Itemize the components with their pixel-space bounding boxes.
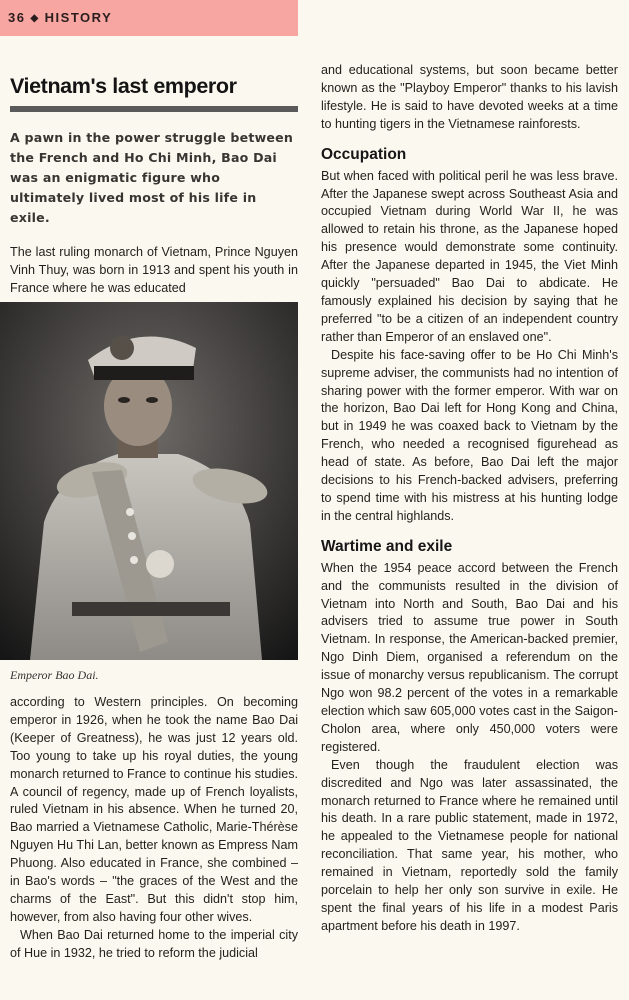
title-underline-rule xyxy=(10,106,298,112)
emperor-photo xyxy=(0,302,298,660)
page-header-band xyxy=(0,0,298,36)
intro-paragraph: The last ruling monarch of Vietnam, Prince Nguyen Vinh Thuy, was born in 1913 and spent his youth in France where he was educated xyxy=(10,245,298,295)
article-standfirst: A pawn in the power struggle between the French and Ho Chi Minh, Bao Dai was an enigmatic figure who ultimately lived most of his life in exile. xyxy=(10,130,294,225)
running-header xyxy=(8,10,112,25)
page-number: 36 xyxy=(8,10,26,25)
photo-caption: Emperor Bao Dai. xyxy=(10,668,99,682)
right-column xyxy=(321,62,618,936)
body-paragraph: Even though the fraudulent election was discredited and Ngo was later assassinated, the monarch returned to France where he remained until his death. In a rare public statement, made in 1972, he appealed to the Vietnamese people for national reconciliation. That same year, his mother, who remained in Vietnam, reportedly sold the family porcelain to help her only son survive in exile. He spent the final years of his life in a modest Paris apartment before his death in 1997. xyxy=(321,757,618,933)
left-column-bottom xyxy=(10,694,298,963)
section-name: HISTORY xyxy=(44,10,113,25)
subheading-wartime-and-exile: Wartime and exile xyxy=(321,537,453,555)
body-paragraph: and educational systems, but soon became better known as the "Playboy Emperor" thanks to his lavish lifestyle. He is said to have devoted weeks at a time to hunting tigers in the Vietnamese rainforests. xyxy=(321,63,618,131)
body-paragraph: When Bao Dai returned home to the imperial city of Hue in 1932, he tried to reform the judicial xyxy=(10,927,298,960)
body-paragraph: according to Western principles. On becoming emperor in 1926, when he took the name Bao Dai (Keeper of Greatness), he was just 12 years old. Too young to take up his royal duties, the young monarch returned to France to continue his studies. A council of regency, made up of French loyalists, ruled Vietnam in his absence. When he turned 20, Bao married a Vietnamese Catholic, Marie-Thérèse Nguyen Hu Thi Lan, better known as Empress Nam Phuong. Also educated in France, she combined – in Bao's words – "the graces of the West and the charms of the East". But this didn't stop him, however, from also having four other wives. xyxy=(10,695,298,924)
body-paragraph: Despite his face-saving offer to be Ho Chi Minh's supreme adviser, the communists had no intention of sharing power with the former emperor. With war on the horizon, Bao Dai left for Hong Kong and China, but in 1949 he was coaxed back to Vietnam by the French, who needed a recognised figurehead as head of state. As before, Bao Dai left the major decisions to his French-backed advisers, preferring to spend time with his mistress at his hunting lodge in the central highlands. xyxy=(321,347,618,523)
left-column-top xyxy=(10,72,298,298)
subheading-occupation: Occupation xyxy=(321,145,407,163)
body-paragraph: When the 1954 peace accord between the French and the communists resulted in the division of Vietnam into North and South, Bao Dai and his advisers tried to assume true power in South Vietnam. In response, the American-backed premier, Ngo Dinh Diem, organised a referendum on the issue of monarchy versus republicanism. The corrupt Ngo won 98.2 percent of the votes in a remarkable election which saw 605,000 votes cast in the Saigon-Cholon area, where only 450,000 voters were registered. xyxy=(321,560,618,754)
body-paragraph: But when faced with political peril he was less brave. After the Japanese swept across Southeast Asia and occupied Vietnam during World War II, he was allowed to retain his throne, as the Japanese hoped his presence would demonstrate some continuity. After the Japanese departed in 1945, the Viet Minh quickly "persuaded" Bao Dai to abdicate. He famously explained his decision by saying that he preferred "to be a citizen of an independent country rather than Emperor of an enslaved one". xyxy=(321,168,618,344)
diamond-separator-icon: ◆ xyxy=(30,13,40,24)
article-title: Vietnam's last emperor xyxy=(10,74,237,98)
emperor-portrait-image xyxy=(0,302,298,660)
